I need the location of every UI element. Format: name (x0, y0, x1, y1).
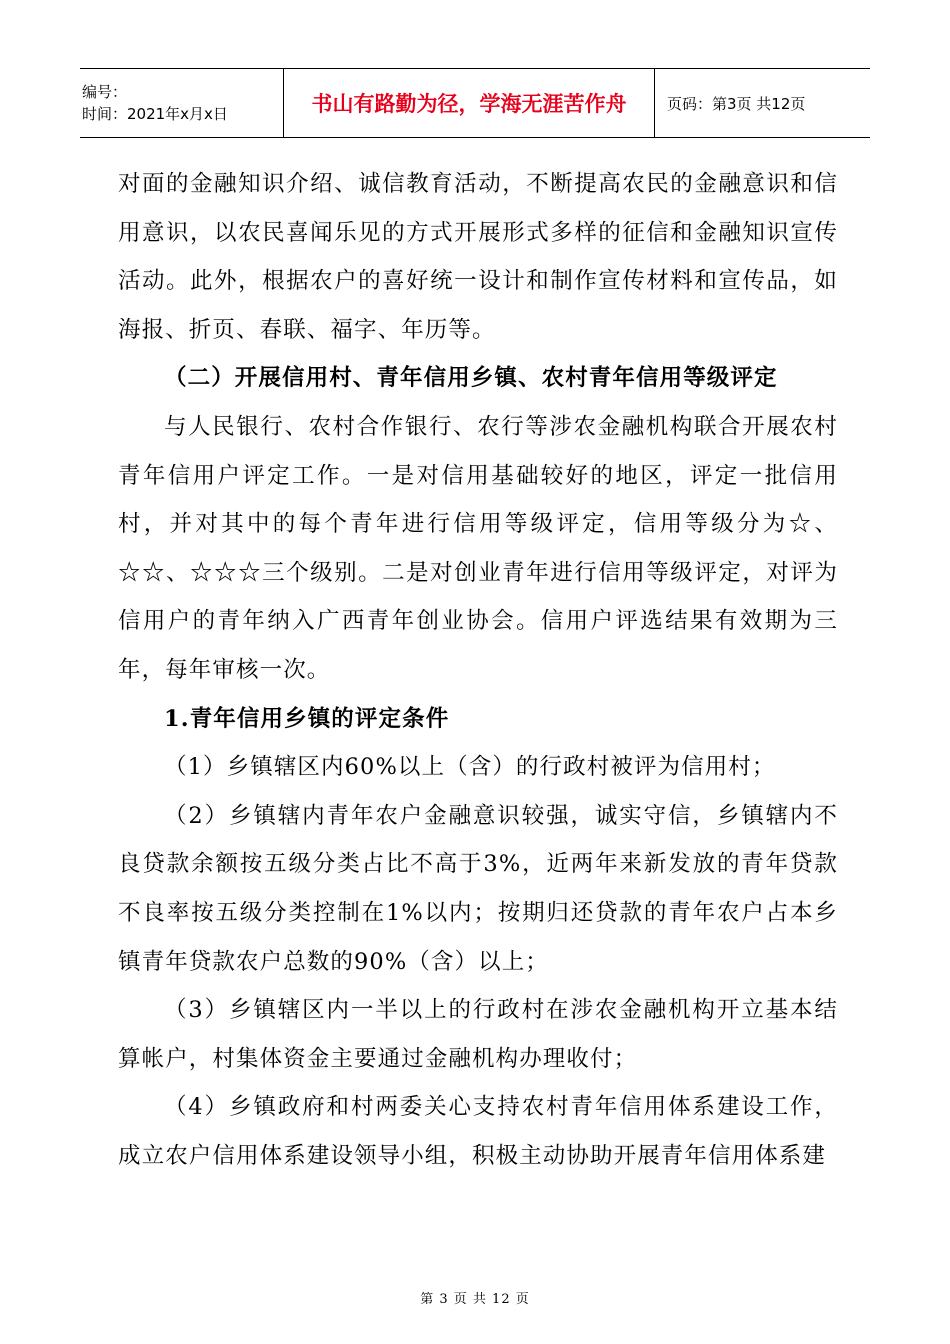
header-motto-cell (284, 69, 655, 137)
header-page-cell (655, 69, 870, 137)
condition-1: （1）乡镇辖区内60%以上（含）的行政村被评为信用村； (164, 754, 776, 781)
condition-2: （2）乡镇辖内青年农户金融意识较强，诚实守信，乡镇辖内不良贷款余额按五级分类占比不高于3%，近两年来新发放的青年贷款不良率按五级分类控制在1%以内；按期归还贷款的青年农户占本乡镇青年贷款农户总数的90%（含）以上； (118, 802, 838, 975)
document-date-label: 时间：2021年x月x日 (82, 105, 228, 123)
section-heading-2: （二）开展信用村、青年信用乡镇、农村青年信用等级评定 (164, 365, 778, 392)
condition-3: （3）乡镇辖区内一半以上的行政村在涉农金融机构开立基本结算帐户，村集体资金主要通过金融机构办理收付； (118, 997, 838, 1072)
header-page-info: 页码：第3页 共12页 (667, 94, 806, 113)
page-footer: 第 3 页 共 12 页 (420, 1292, 530, 1307)
paragraph-credit-rating: 与人民银行、农村合作银行、农行等涉农金融机构联合开展农村青年信用户评定工作。一是对信用基础较好的地区，评定一批信用村，并对其中的每个青年进行信用等级评定，信用等级分为☆、☆☆、☆☆☆三个级别。二是对创业青年进行信用等级评定，对评为信用户的青年纳入广西青年创业协会。信用户评选结果有效期为三年，每年审核一次。 (118, 413, 838, 683)
header-motto: 书山有路勤为径，学海无涯苦作舟 (311, 92, 627, 116)
condition-4: （4）乡镇政府和村两委关心支持农村青年信用体系建设工作，成立农户信用体系建设领导小组，积极主动协助开展青年信用体系建 (118, 1094, 838, 1169)
paragraph-continuation: 对面的金融知识介绍、诚信教育活动，不断提高农民的金融意识和信用意识，以农民喜闻乐见的方式开展形式多样的征信和金融知识宣传活动。此外，根据农户的喜好统一设计和制作宣传材料和宣传品，如海报、折页、春联、福字、年历等。 (118, 171, 838, 343)
document-body (118, 160, 838, 1180)
page-header (80, 68, 870, 138)
header-meta-cell (80, 69, 284, 137)
subsection-heading-1: 1.青年信用乡镇的评定条件 (164, 705, 450, 732)
document-number-label: 编号： (82, 83, 128, 101)
